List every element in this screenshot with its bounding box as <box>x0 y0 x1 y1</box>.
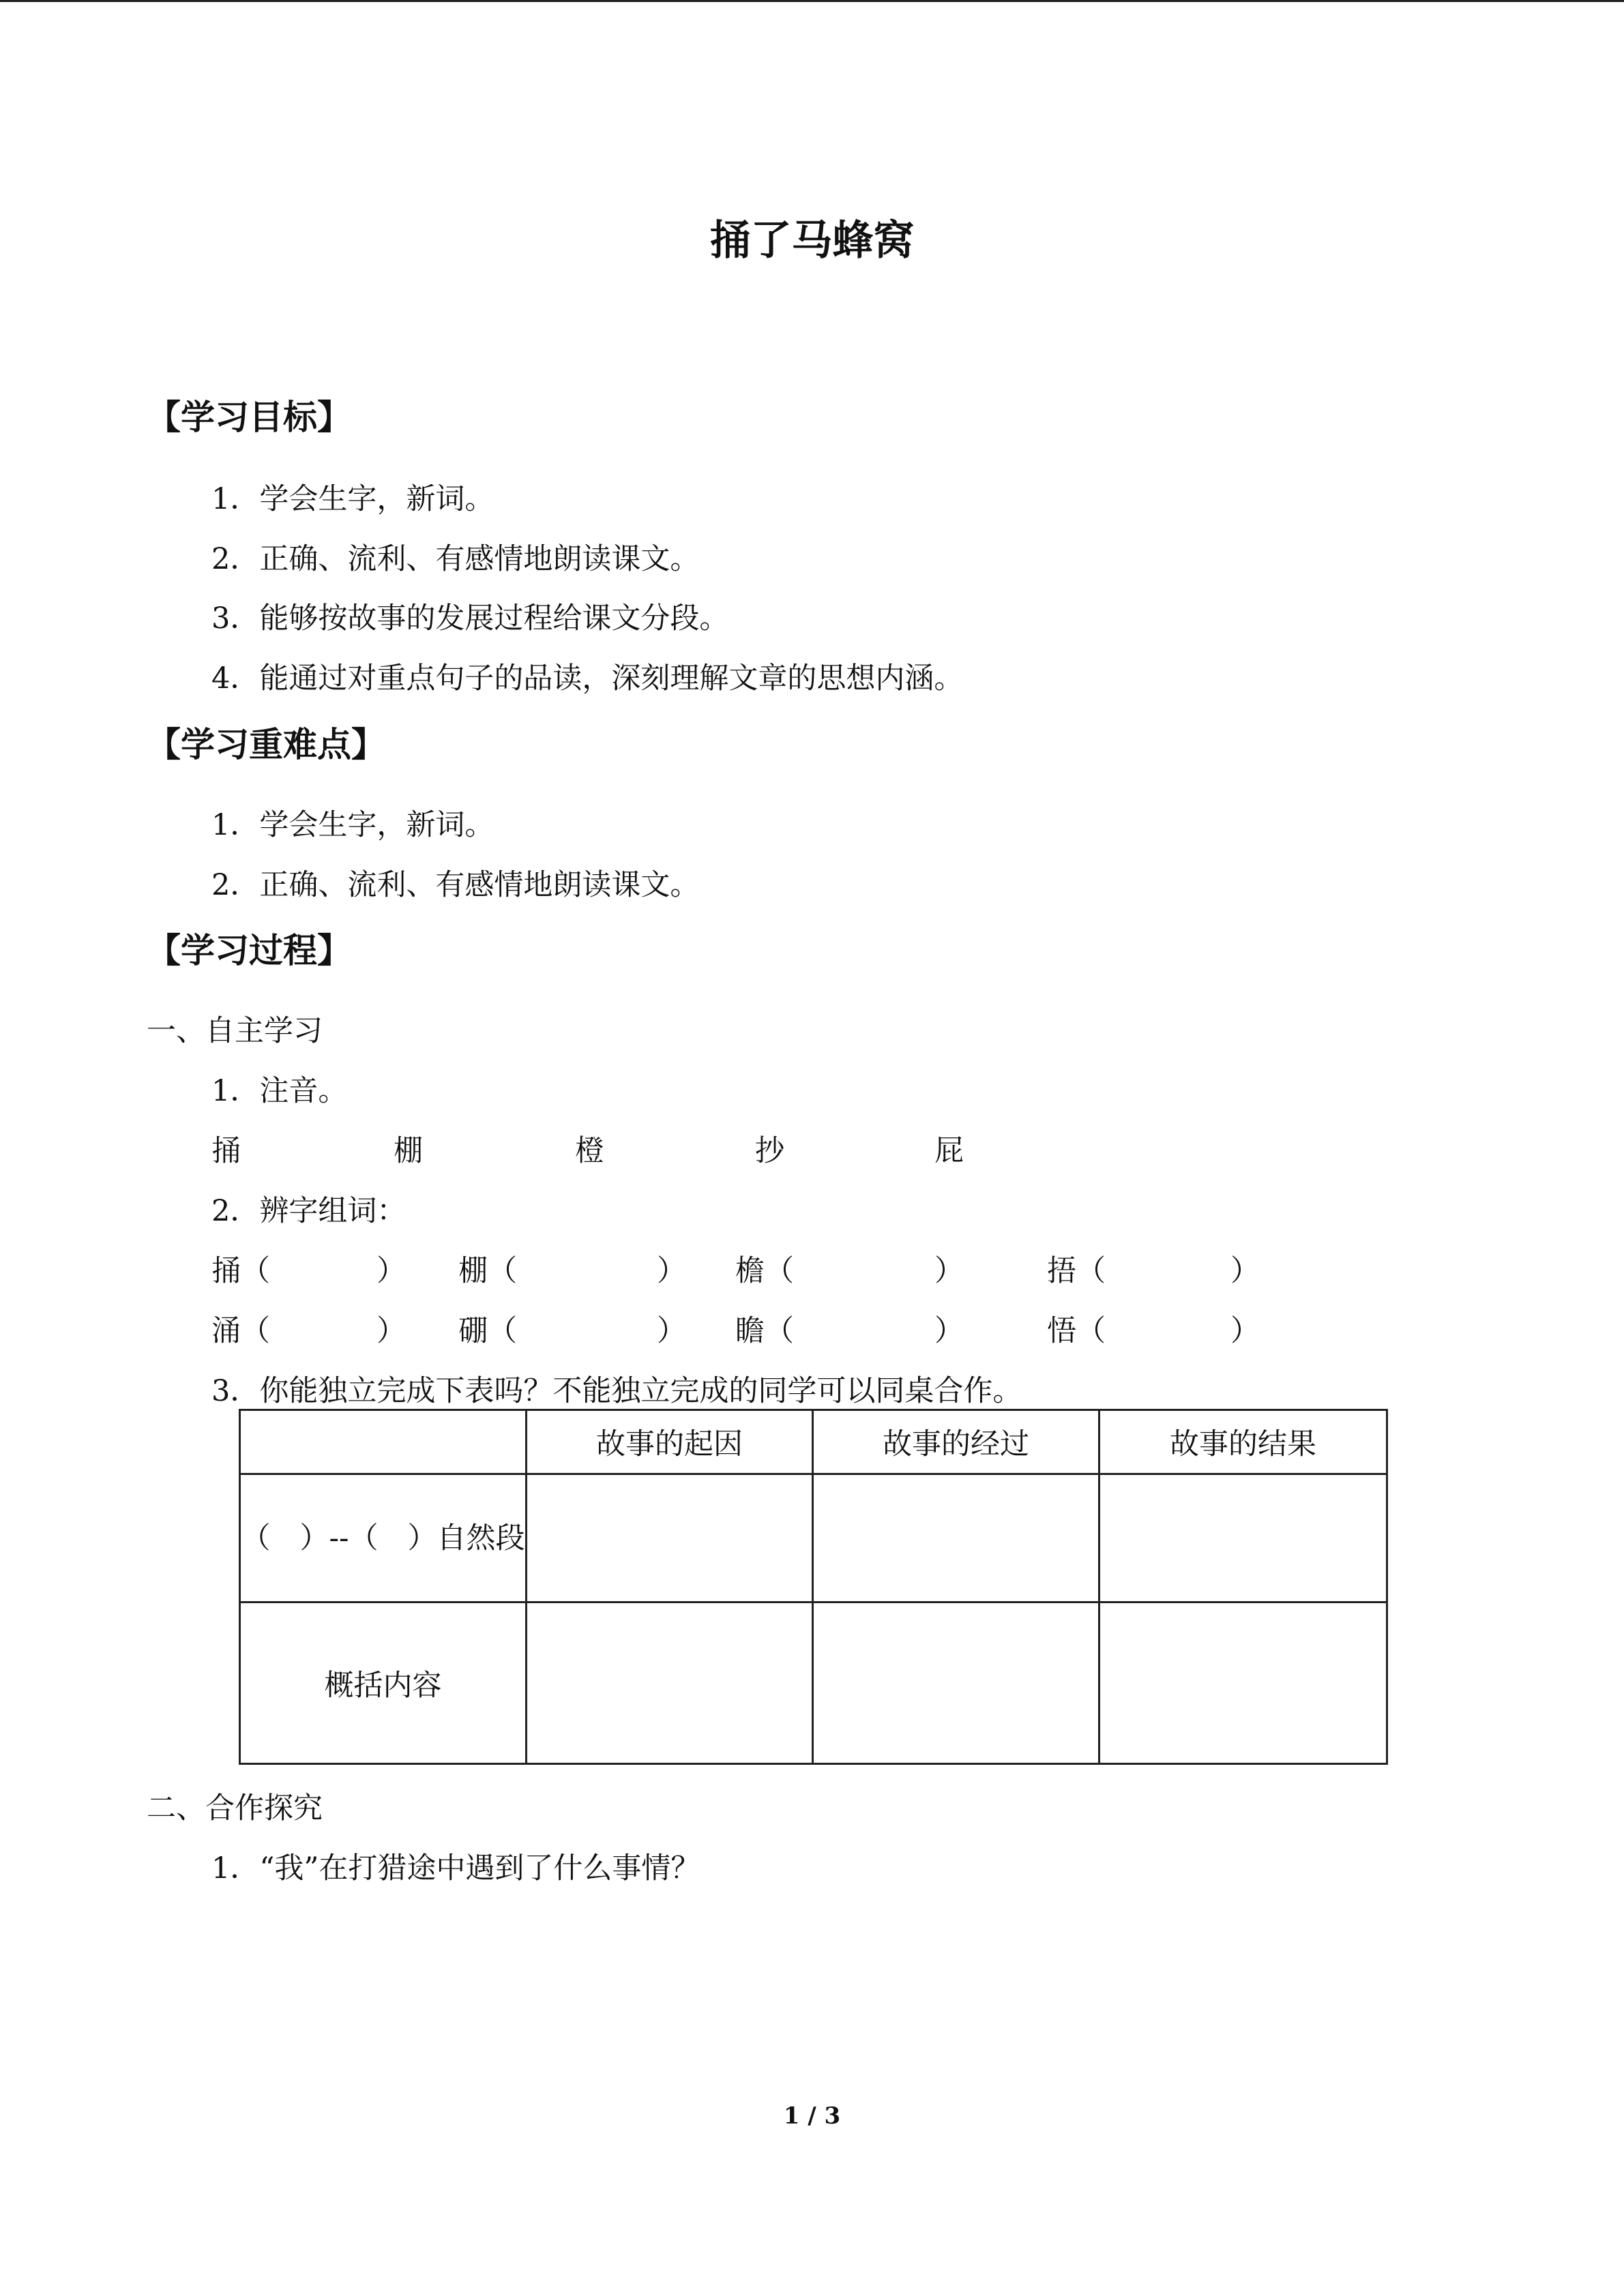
word-blank-open: 棚（ <box>458 1254 517 1288</box>
section-heading-focus: 【学习重难点】 <box>147 725 385 764</box>
goal-item: 4．能通过对重点句子的品读，深刻理解文章的思想内涵。 <box>211 661 964 696</box>
table-row-label-paragraphs: （ ）--（ ）自然段 <box>240 1474 527 1602</box>
table-cell[interactable] <box>1099 1474 1387 1602</box>
table-header-cause: 故事的起因 <box>527 1410 813 1474</box>
top-border <box>0 0 1624 2</box>
page-title: 捅了马蜂窝 <box>709 217 915 265</box>
section-heading-goals: 【学习目标】 <box>147 398 351 437</box>
word-blank-open: 捅（ <box>211 1254 270 1288</box>
word-blank-close: ） <box>934 1254 964 1288</box>
word-blank-open: 硼（ <box>458 1314 517 1348</box>
story-table <box>239 1409 1388 1765</box>
word-blank-close: ） <box>657 1254 686 1288</box>
table-header-blank <box>240 1410 527 1474</box>
part2-question-1: 1．“我”在打猎途中遇到了什么事情？ <box>211 1851 700 1885</box>
word-blank-close: ） <box>934 1314 964 1348</box>
word-blank-close: ） <box>377 1314 406 1348</box>
word-blank-close: ） <box>657 1314 686 1348</box>
word-blank-open: 悟（ <box>1047 1314 1106 1348</box>
table-row-label-summary: 概括内容 <box>240 1602 527 1764</box>
word-blank-open: 捂（ <box>1047 1254 1106 1288</box>
table-cell[interactable] <box>813 1602 1099 1764</box>
word-blank-close: ） <box>1230 1314 1260 1348</box>
table-cell[interactable] <box>813 1474 1099 1602</box>
table-cell[interactable] <box>527 1602 813 1764</box>
part2-title: 二、合作探究 <box>147 1791 323 1825</box>
word-blank-close: ） <box>1230 1254 1260 1288</box>
goal-item: 1．学会生字，新词。 <box>211 482 494 516</box>
table-header-result: 故事的结果 <box>1099 1410 1387 1474</box>
word-blank-close: ） <box>377 1254 406 1288</box>
question-2: 2．辨字组词： <box>211 1194 407 1228</box>
pinyin-char: 抄 <box>755 1134 784 1168</box>
pinyin-char: 捅 <box>211 1134 241 1168</box>
goal-item: 3．能够按故事的发展过程给课文分段。 <box>211 601 729 636</box>
section-heading-process: 【学习过程】 <box>147 931 351 970</box>
pinyin-char: 屁 <box>934 1134 964 1168</box>
table-header-process: 故事的经过 <box>813 1410 1099 1474</box>
pinyin-char: 棚 <box>394 1134 423 1168</box>
goal-item: 2．正确、流利、有感情地朗读课文。 <box>211 542 700 576</box>
table-cell[interactable] <box>1099 1602 1387 1764</box>
word-blank-open: 涌（ <box>211 1314 270 1348</box>
focus-item: 2．正确、流利、有感情地朗读课文。 <box>211 868 700 902</box>
question-3: 3．你能独立完成下表吗？不能独立完成的同学可以同桌合作。 <box>211 1374 1022 1408</box>
word-blank-open: 瞻（ <box>735 1314 794 1348</box>
page-number: 1 / 3 <box>783 2102 841 2130</box>
table-cell[interactable] <box>527 1474 813 1602</box>
focus-item: 1．学会生字，新词。 <box>211 808 494 842</box>
word-blank-open: 檐（ <box>735 1254 794 1288</box>
question-1: 1．注音。 <box>211 1074 348 1108</box>
pinyin-char: 橙 <box>575 1134 604 1168</box>
part1-title: 一、自主学习 <box>147 1014 323 1048</box>
